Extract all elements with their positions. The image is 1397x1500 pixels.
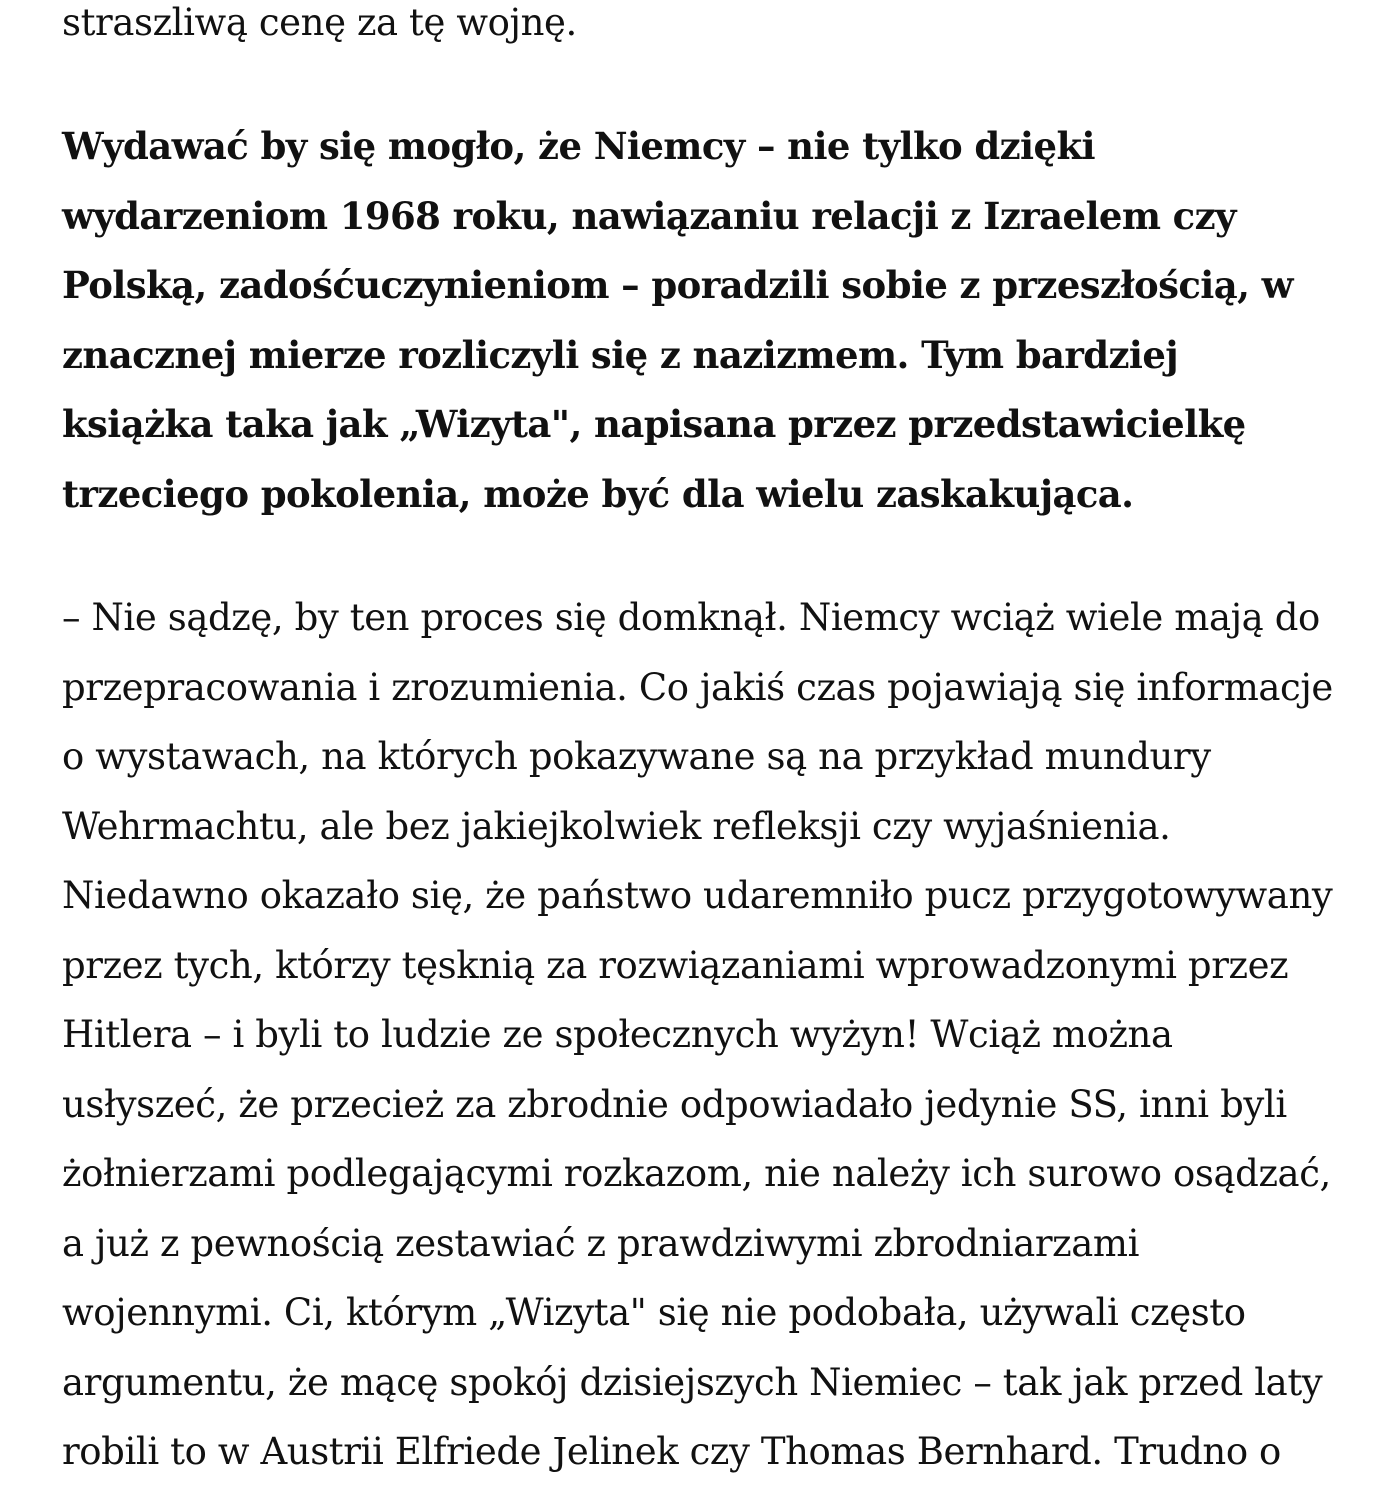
answer-line: Hitlera – i byli to ludzie ze społecznych wyżyn! Wciąż można: [62, 1013, 1173, 1056]
answer-line: przez tych, którzy tęsknią za rozwiązaniami wprowadzonymi przez: [62, 943, 1289, 987]
question-line: Polską, zadośćuczynieniom – poradzili sobie z przeszłością, w: [62, 263, 1293, 307]
question-line: Wydawać by się mogło, że Niemcy – nie tylko dzięki: [62, 124, 1095, 168]
answer-line: wojennymi. Ci, którym „Wizyta" się nie podobała, używali często: [62, 1291, 1246, 1334]
paragraph-previous: [62, 0, 1352, 57]
answer-line: Niedawno okazało się, że państwo udaremniło pucz przygotowywany: [62, 874, 1333, 917]
answer-line: usłyszeć, że przecież za zbrodnie odpowiadało jedynie SS, inni byli: [62, 1082, 1287, 1126]
question-line: wydarzeniom 1968 roku, nawiązaniu relacji z Izraelem czy: [62, 193, 1236, 238]
text-line: straszliwą cenę za tę wojnę.: [62, 0, 577, 44]
article-body: [62, 0, 1352, 1487]
answer-line: a już z pewnością zestawiać z prawdziwymi zbrodniarzami: [62, 1221, 1140, 1265]
interview-question: [62, 112, 1352, 529]
answer-line: przepracowania i zrozumienia. Co jakiś czas pojawiają się informacje: [62, 665, 1333, 709]
question-line: książka taka jak „Wizyta", napisana przez przedstawicielkę: [62, 402, 1246, 446]
question-line: znacznej mierze rozliczyli się z nazizmem. Tym bardziej: [62, 332, 1179, 377]
answer-line: argumentu, że mącę spokój dzisiejszych Niemiec – tak jak przed laty: [62, 1360, 1323, 1404]
answer-line: – Nie sądzę, by ten proces się domknął. Niemcy wciąż wiele mają do: [62, 596, 1320, 639]
answer-line: żołnierzami podlegającymi rozkazom, nie należy ich surowo osądzać,: [62, 1152, 1331, 1195]
interview-answer: [62, 583, 1352, 1487]
answer-line: o wystawach, na których pokazywane są na przykład mundury: [62, 735, 1211, 778]
answer-line: robili to w Austrii Elfriede Jelinek czy Thomas Bernhard. Trudno o: [62, 1430, 1281, 1473]
question-line: trzeciego pokolenia, może być dla wielu zaskakująca.: [62, 471, 1134, 516]
answer-line: Wehrmachtu, ale bez jakiejkolwiek refleksji czy wyjaśnienia.: [62, 804, 1171, 848]
